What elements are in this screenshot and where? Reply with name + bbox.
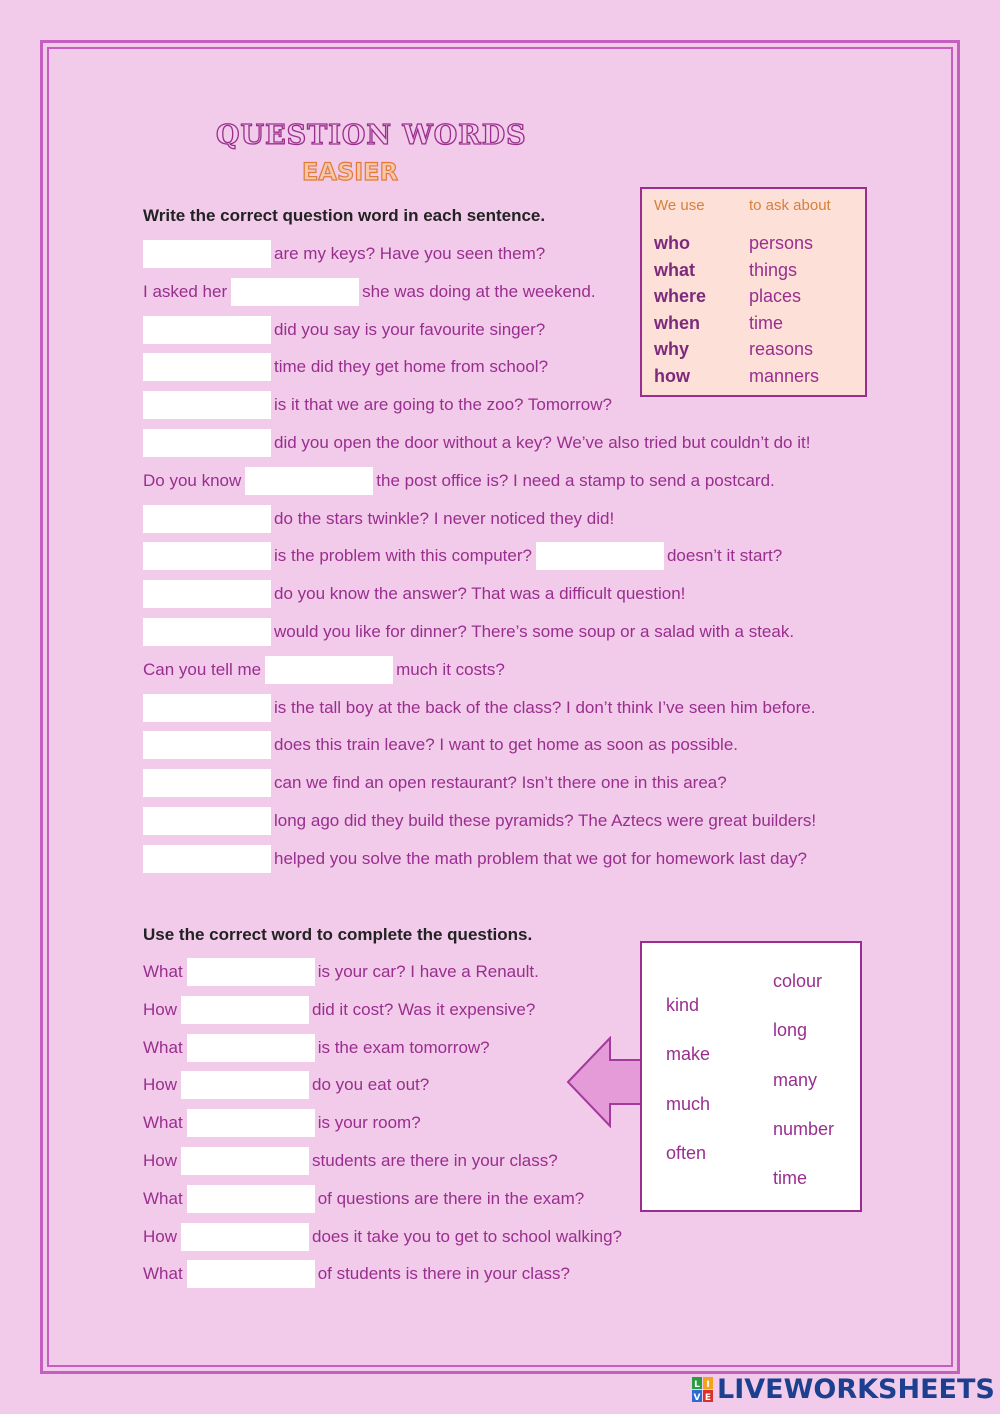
sentence-prefix: How [143,1075,178,1095]
question-word: when [654,312,701,333]
exercise-row [143,1223,622,1251]
exercise-row [143,505,614,533]
sentence-text: is it that we are going to the zoo? Tomorrow? [274,395,612,415]
exercise-row [143,240,545,268]
exercise-row [143,316,545,344]
exercise-row [143,845,807,873]
question-word-meaning: places [749,286,802,307]
exercise-row [143,467,775,495]
exercise-row [143,1147,558,1175]
badge-letter: L [694,1379,700,1390]
exercise-row [143,1071,429,1099]
exercise-row [143,353,548,381]
sentence-text: time did they get home from school? [274,357,549,377]
sentence-text: of questions are there in the exam? [317,1188,585,1208]
exercise-row [143,958,539,986]
reference-header-right: to ask about [749,197,831,214]
question-word-meaning: persons [749,233,814,253]
answer-blank[interactable] [187,1109,315,1137]
exercise-row [143,656,505,684]
sentence-text: does this train leave? I want to get home as soon as possible. [274,735,738,755]
answer-blank[interactable] [143,694,271,722]
exercise-row [143,542,782,570]
exercise-row [143,807,816,835]
sentence-text: do you eat out? [312,1075,430,1095]
sentence-text: does it take you to get to school walking? [312,1226,622,1246]
word-bank-item: number [773,1118,835,1139]
answer-blank[interactable] [231,278,359,306]
sentence-prefix: Can you tell me [143,659,262,679]
exercise-row [143,618,794,646]
badge-letter: I [706,1379,710,1390]
answer-blank[interactable] [143,316,271,344]
exercise-row [143,1034,490,1062]
liveworksheets-wordmark: LIVEWORKSHEETS [717,1374,995,1405]
sentence-text: would you like for dinner? There’s some soup or a salad with a steak. [274,622,795,641]
left-arrow-icon [566,1036,644,1128]
answer-blank[interactable] [143,391,271,419]
sentence-text: are my keys? Have you seen them? [274,244,546,263]
answer-blank[interactable] [181,1071,309,1099]
answer-blank[interactable] [143,618,271,646]
answer-blank[interactable] [143,353,271,381]
liveworksheets-badge-icon [692,1377,714,1403]
section2-instruction: Use the correct word to complete the questions. [143,925,533,944]
word-bank-item: colour [773,971,823,991]
answer-blank[interactable] [187,1260,315,1288]
answer-blank[interactable] [143,769,271,797]
answer-blank[interactable] [143,240,271,268]
answer-blank[interactable] [143,505,271,533]
exercise-row [143,694,815,722]
question-word: why [654,339,690,360]
sentence-prefix: I asked her [143,281,228,301]
sentence-text: is the tall boy at the back of the class? I don’t think I’ve seen him before. [274,697,816,717]
sentence-text: much it costs? [396,659,505,679]
section1-instruction: Write the correct question word in each sentence. [143,206,546,225]
sentence-prefix: What [143,962,183,981]
exercise-row [143,391,612,419]
word-bank-item: much [666,1093,711,1114]
sentence-text: is your room? [317,1113,421,1133]
question-word-meaning: things [749,259,798,280]
liveworksheets-logo [692,1374,995,1405]
sentence-text: students are there in your class? [312,1151,558,1170]
question-word-reference-table [640,187,867,397]
exercise-row [143,731,738,759]
sentence-prefix: What [143,1113,183,1133]
answer-blank[interactable] [181,1147,309,1175]
sentence-text: the post office is? I need a stamp to send a postcard. [376,470,775,490]
sentence-text: is your car? I have a Renault. [317,962,539,981]
question-word-meaning: manners [749,366,820,386]
exercise-row [143,1109,421,1137]
sentence-text: is the exam tomorrow? [317,1037,490,1057]
answer-blank[interactable] [143,807,271,835]
badge-letter: E [704,1392,712,1403]
word-bank-item: many [773,1069,818,1090]
sentence-prefix: What [143,1264,183,1284]
answer-blank[interactable] [245,467,373,495]
sentence-text: doesn’t it start? [666,546,783,566]
word-bank-box [640,941,862,1212]
page-subtitle: EASIER [302,158,399,186]
badge-letter: V [693,1392,701,1403]
sentence-text: do the stars twinkle? I never noticed they did! [274,508,615,528]
answer-blank[interactable] [187,958,315,986]
exercise-row [143,996,535,1024]
sentence-text: do you know the answer? That was a difficult question! [274,584,686,604]
answer-blank[interactable] [143,429,271,457]
answer-blank[interactable] [181,996,309,1024]
exercise-row [143,769,727,797]
sentence-text: helped you solve the math problem that we got for homework last day? [274,848,807,868]
answer-blank[interactable] [536,542,664,570]
word-bank-item: often [666,1142,707,1163]
answer-blank[interactable] [143,731,271,759]
sentence-prefix: What [143,1188,183,1208]
answer-blank[interactable] [143,542,271,570]
page-title: QUESTION WORDS [216,120,527,151]
sentence-prefix: Do you know [143,470,242,490]
answer-blank[interactable] [265,656,393,684]
answer-blank[interactable] [143,845,271,873]
sentence-text: she was doing at the weekend. [362,281,596,301]
answer-blank[interactable] [181,1223,309,1251]
sentence-text: can we find an open restaurant? Isn’t there one in this area? [274,773,727,793]
exercise-row [143,1260,570,1288]
sentence-text: did you say is your favourite singer? [274,319,546,339]
sentence-prefix: How [143,1226,178,1246]
sentence-text: long ago did they build these pyramids? The Aztecs were great builders! [274,811,817,830]
question-word: who [654,233,690,253]
question-word: what [654,259,696,280]
reference-header-left: We use [654,197,705,214]
question-word: where [654,286,707,307]
answer-blank[interactable] [143,580,271,608]
sentence-text: is the problem with this computer? [274,546,532,566]
word-bank-item: time [773,1168,808,1189]
exercise-row [143,278,596,306]
exercise-row [143,429,810,457]
sentence-text: did it cost? Was it expensive? [312,999,536,1019]
sentence-prefix: How [143,999,178,1019]
exercise-row [143,580,685,608]
question-word-meaning: reasons [749,339,814,360]
word-bank-item: make [666,1044,711,1065]
exercise-row [143,1185,584,1213]
answer-blank[interactable] [187,1185,315,1213]
sentence-text: of students is there in your class? [317,1264,570,1284]
sentence-prefix: What [143,1037,183,1057]
question-word: how [654,366,690,386]
answer-blank[interactable] [187,1034,315,1062]
sentence-text: did you open the door without a key? We’ve also tried but couldn’t do it! [274,433,811,452]
sentence-prefix: How [143,1151,178,1170]
question-word-meaning: time [749,312,784,333]
word-bank-item: long [773,1020,808,1041]
word-bank-item: kind [666,995,700,1015]
